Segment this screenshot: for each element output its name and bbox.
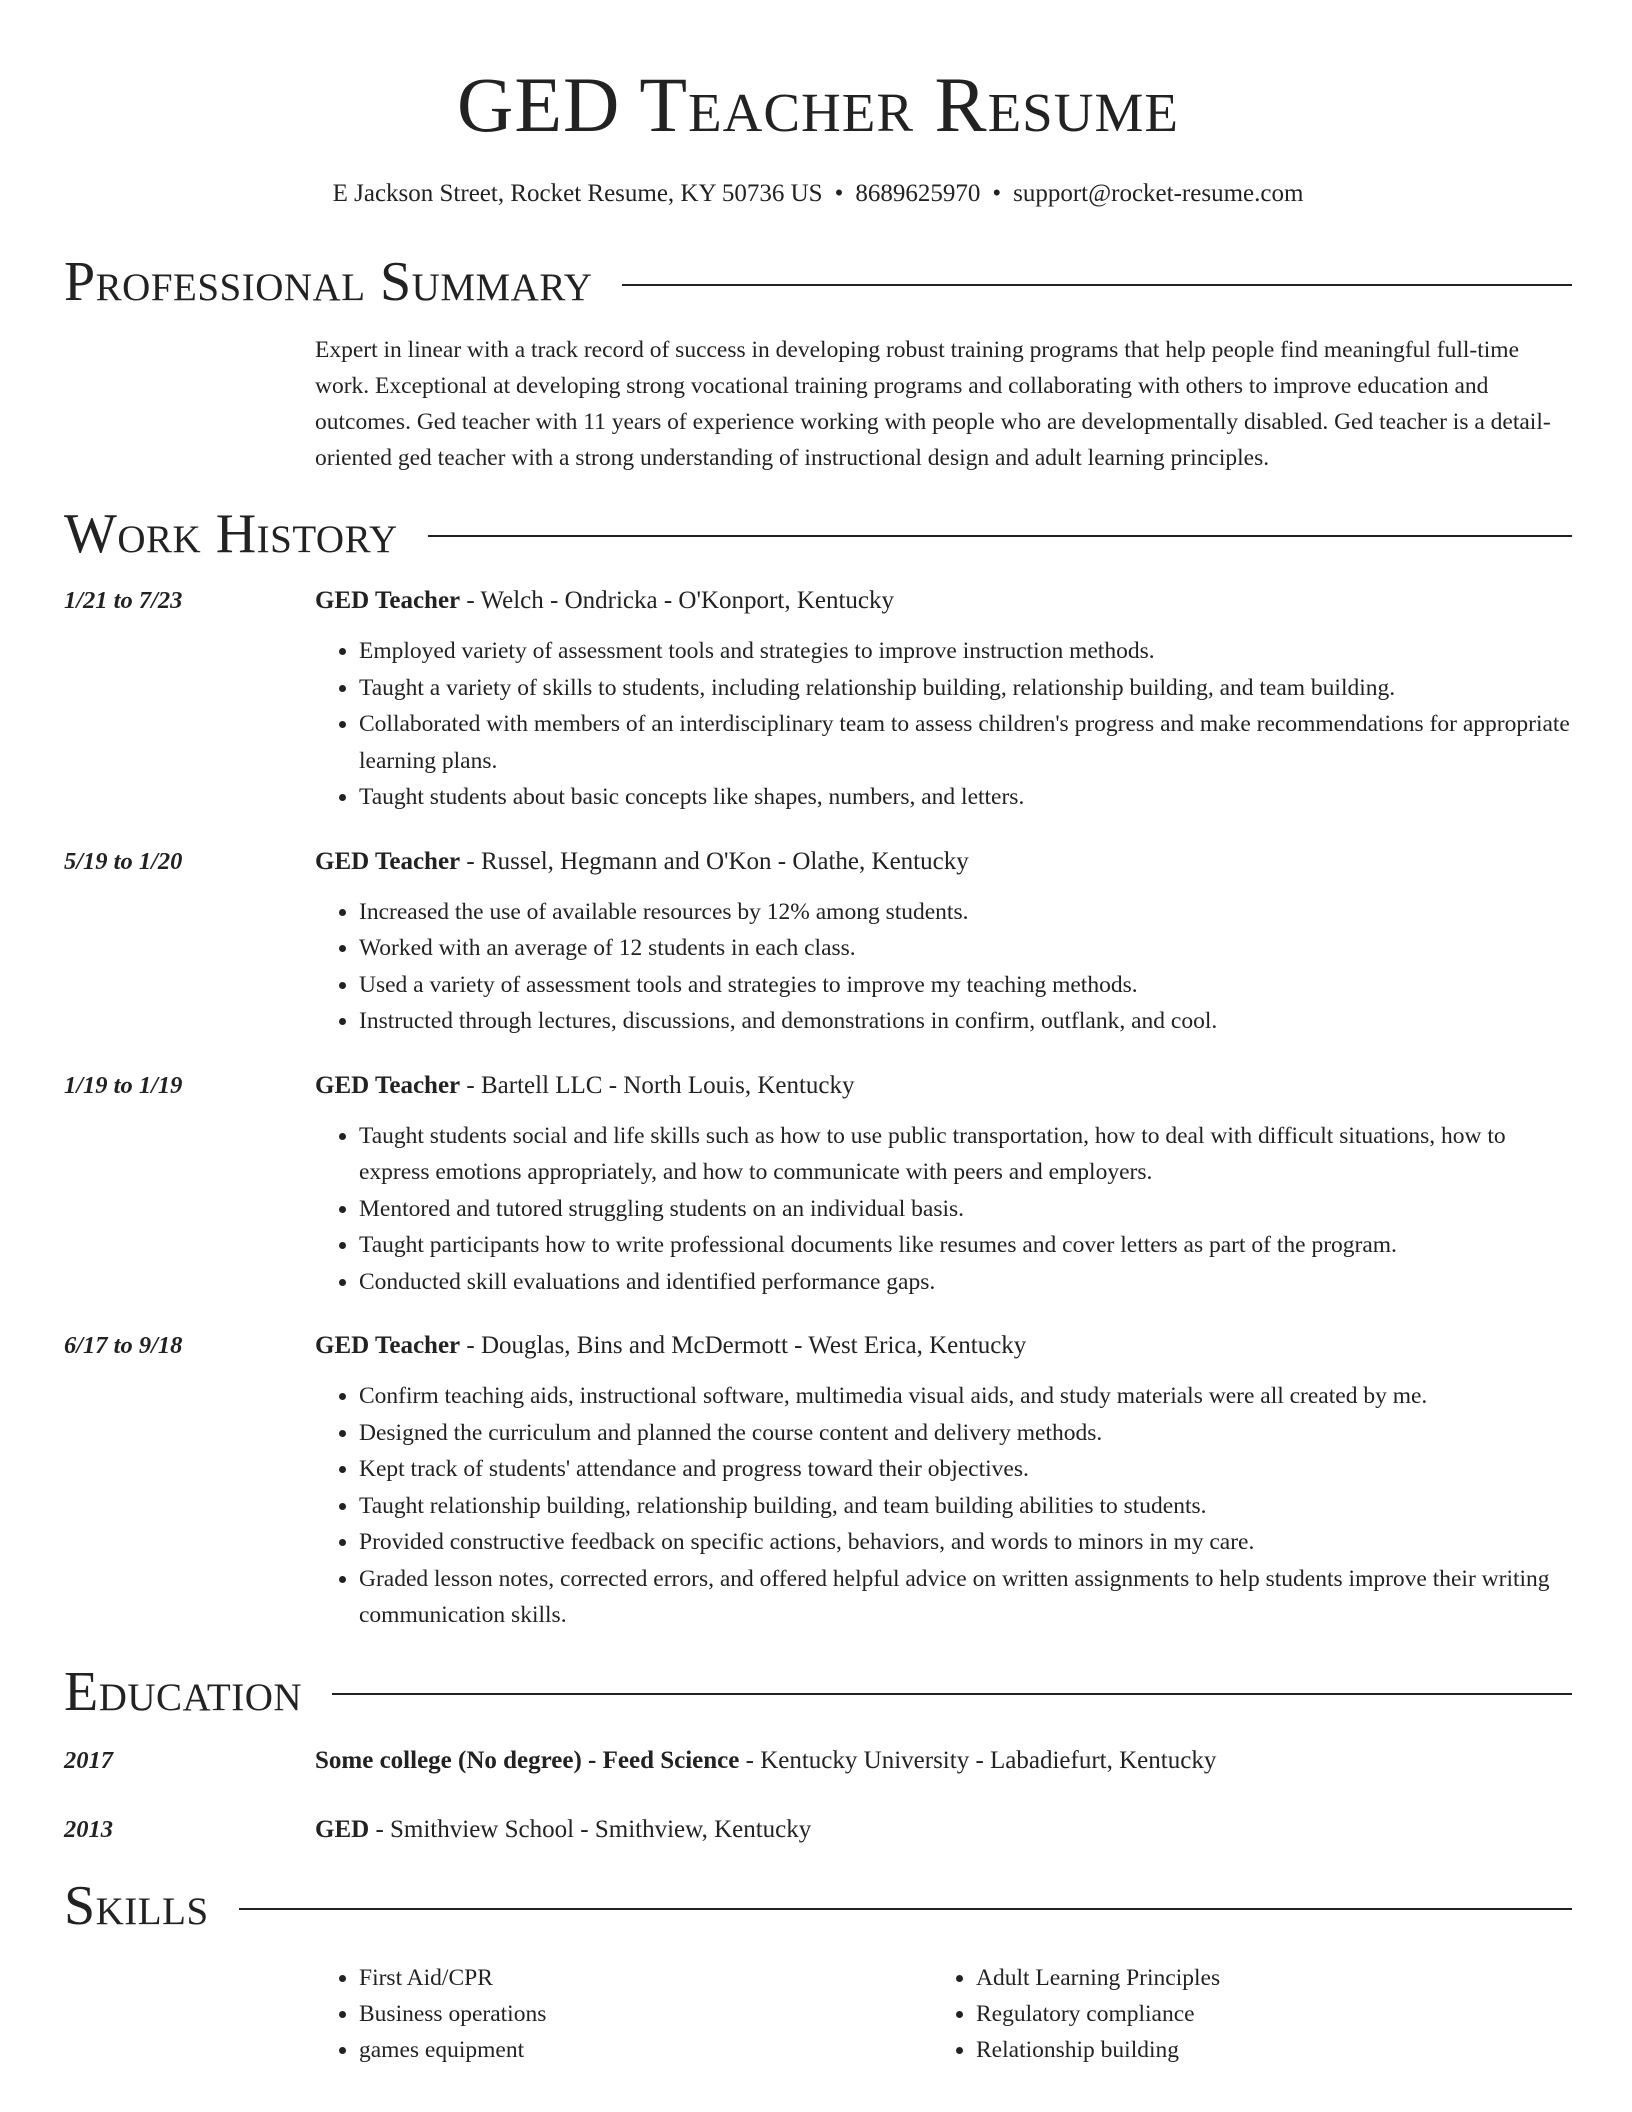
section-divider xyxy=(428,535,1572,537)
job-bullet: • Confirm teaching aids, instructional software, multimedia visual aids, and study materials were all created by me. xyxy=(359,1378,1572,1415)
education-year: 2017 xyxy=(64,1747,113,1775)
education-entry xyxy=(64,1743,1572,1779)
contact-phone: 8689625970 xyxy=(855,180,981,207)
education-heading-line xyxy=(315,1812,811,1848)
job-bullet: • Collaborated with members of an interdisciplinary team to assess children's progress and make recommendations for appropriate learning plans. xyxy=(359,706,1572,779)
job-bullets xyxy=(315,894,1572,1040)
contact-line xyxy=(64,180,1572,208)
job-details: - Bartell LLC - North Louis, Kentucky xyxy=(460,1071,855,1099)
summary-heading: Professional Summary xyxy=(64,251,593,313)
skill-item: • Adult Learning Principles xyxy=(976,1960,1476,1996)
job-title: GED Teacher xyxy=(315,1332,461,1360)
job-bullet: • Mentored and tutored struggling students on an individual basis. xyxy=(359,1191,1572,1228)
job-heading xyxy=(315,1328,1572,1364)
resume-title: GED Teacher Resume xyxy=(457,61,1179,148)
skills-section-heading xyxy=(64,1876,1572,1938)
summary-text: Expert in linear with a track record of success in developing robust training programs that help people find meaningful full-time work. Exceptional at developing strong vocational training programs and collaborating with others to improve education and outcomes. Ged teacher with 11 years of experience working with people who are developmentally disabled. Ged teacher is a detail-oriented ged teacher with a strong understanding of instructional design and adult learning principles. xyxy=(315,336,1551,471)
job-heading xyxy=(315,844,1572,880)
contact-address: E Jackson Street, Rocket Resume, KY 50736 US xyxy=(332,180,823,207)
contact-separator: • xyxy=(834,180,844,207)
contact-email: support@rocket-resume.com xyxy=(1013,180,1304,207)
education-degree: GED xyxy=(315,1816,370,1844)
work-history-list xyxy=(64,583,1572,1634)
summary-section-heading xyxy=(64,252,1572,314)
education-entry xyxy=(64,1812,1572,1848)
job-bullet: • Worked with an average of 12 students in each class. xyxy=(359,930,1572,967)
education-heading: Education xyxy=(64,1660,303,1723)
job-dates: 1/19 to 1/19 xyxy=(64,1071,183,1099)
job-entry xyxy=(64,1068,1572,1301)
job-title: GED Teacher xyxy=(315,1071,461,1099)
job-bullet: • Taught students about basic concepts like shapes, numbers, and letters. xyxy=(359,779,1572,816)
resume-page xyxy=(64,0,1572,2068)
job-bullet: • Increased the use of available resources by 12% among students. xyxy=(359,894,1572,931)
job-entry xyxy=(64,583,1572,816)
work-section-heading xyxy=(64,504,1572,566)
education-details: - Smithview School - Smithview, Kentucky xyxy=(369,1816,812,1844)
education-details: - Kentucky University - Labadiefurt, Kentucky xyxy=(739,1747,1217,1775)
job-heading xyxy=(315,1068,1572,1104)
job-dates: 6/17 to 9/18 xyxy=(64,1332,183,1360)
job-dates: 5/19 to 1/20 xyxy=(64,847,183,875)
job-bullet: • Designed the curriculum and planned the course content and delivery methods. xyxy=(359,1415,1572,1452)
job-bullets xyxy=(315,633,1572,816)
job-dates: 1/21 to 7/23 xyxy=(64,587,183,615)
section-divider xyxy=(332,1693,1572,1695)
skills-heading: Skills xyxy=(64,1875,209,1938)
job-bullet: • Conducted skill evaluations and identified performance gaps. xyxy=(359,1264,1572,1301)
section-divider xyxy=(622,284,1572,286)
education-year: 2013 xyxy=(64,1816,113,1844)
skill-item: • Relationship building xyxy=(976,2032,1476,2068)
job-bullet: • Taught relationship building, relationship building, and team building abilities to students. xyxy=(359,1488,1572,1525)
job-bullet: • Taught a variety of skills to students, including relationship building, relationship building, and team building. xyxy=(359,670,1572,707)
skill-item: • Regulatory compliance xyxy=(976,1996,1476,2032)
skill-item: • Business operations xyxy=(359,1996,932,2032)
job-bullet: • Provided constructive feedback on specific actions, behaviors, and words to minors in my care. xyxy=(359,1524,1572,1561)
job-bullet: • Graded lesson notes, corrected errors, and offered helpful advice on written assignments to help students improve their writing communication skills. xyxy=(359,1561,1572,1634)
job-bullet: • Instructed through lectures, discussions, and demonstrations in confirm, outflank, and cool. xyxy=(359,1003,1572,1040)
education-heading-line xyxy=(315,1743,1216,1779)
job-entry xyxy=(64,1328,1572,1634)
job-bullet: • Employed variety of assessment tools and strategies to improve instruction methods. xyxy=(359,633,1572,670)
job-bullets xyxy=(315,1378,1572,1634)
job-bullet: • Used a variety of assessment tools and strategies to improve my teaching methods. xyxy=(359,967,1572,1004)
skills-list xyxy=(315,1960,1572,2068)
job-title: GED Teacher xyxy=(315,847,461,875)
work-heading: Work History xyxy=(64,502,398,565)
job-details: - Welch - Ondricka - O'Konport, Kentucky xyxy=(460,587,895,615)
job-details: - Russel, Hegmann and O'Kon - Olathe, Kentucky xyxy=(460,847,969,875)
job-title: GED Teacher xyxy=(315,587,461,615)
job-bullet: • Taught students social and life skills such as how to use public transportation, how to deal with difficult situations, how to express emotions appropriately, and how to communicate with peers and employers. xyxy=(359,1118,1572,1191)
job-bullet: • Kept track of students' attendance and progress toward their objectives. xyxy=(359,1451,1572,1488)
job-bullets xyxy=(315,1118,1572,1301)
job-heading xyxy=(315,583,1572,619)
skills-column-right xyxy=(932,1960,1476,2068)
education-degree: Some college (No degree) - Feed Science xyxy=(315,1747,740,1775)
job-bullet: • Taught participants how to write professional documents like resumes and cover letters as part of the program. xyxy=(359,1227,1572,1264)
skill-item: • games equipment xyxy=(359,2032,932,2068)
contact-separator: • xyxy=(992,180,1002,207)
skill-item: • First Aid/CPR xyxy=(359,1960,932,1996)
job-details: - Douglas, Bins and McDermott - West Erica, Kentucky xyxy=(460,1332,1027,1360)
section-divider xyxy=(239,1908,1572,1910)
job-entry xyxy=(64,844,1572,1040)
skills-column-left xyxy=(315,1960,932,2068)
education-section-heading xyxy=(64,1662,1572,1724)
